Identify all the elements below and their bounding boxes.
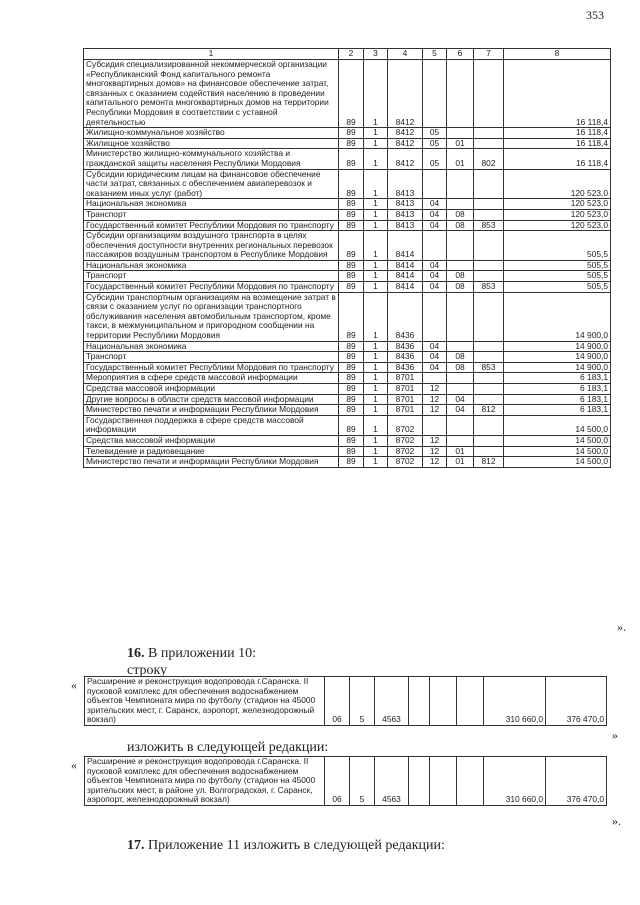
row-value: 12 [423,405,447,416]
row-value: 5 [350,677,375,726]
row-value: 12 [423,384,447,395]
row-value [447,199,474,210]
row-value: 1 [364,405,388,416]
row-value [474,352,504,363]
table-row [84,138,611,149]
row-value [423,231,447,261]
close-quote-2: ». [612,814,621,828]
row-value: 6 183,1 [504,384,611,395]
row-value: 14 500,0 [504,435,611,446]
row-value: 8701 [388,394,423,405]
row-value: 01 [447,446,474,457]
row-value [409,757,430,806]
row-name: Государственный комитет Республики Мордовия по транспорту [84,282,339,293]
row-value: 8414 [388,271,423,282]
section-16-line2: строку [127,663,168,678]
row-value [474,60,504,128]
row-value: 1 [364,138,388,149]
row-value [447,435,474,446]
row-value: 01 [447,149,474,169]
row-value: 89 [339,209,364,220]
table-row [84,435,611,446]
table-row [84,60,611,128]
row-value [474,209,504,220]
row-value: 89 [339,282,364,293]
row-value: 310 660,0 [484,757,546,806]
row-value: 04 [423,220,447,231]
row-value: 89 [339,60,364,128]
table-row [84,231,611,261]
table-row [84,282,611,293]
row-value [474,373,504,384]
section-number: 17. [127,838,145,853]
row-name: Национальная экономика [84,199,339,210]
row-value: 1 [364,220,388,231]
header-cell: 5 [423,49,447,60]
row-value: 04 [423,260,447,271]
row-value: 8412 [388,60,423,128]
row-value: 04 [423,362,447,373]
row-name: Государственный комитет Республики Мордовия по транспорту [84,362,339,373]
table-row [84,384,611,395]
row-value: 120 523,0 [504,169,611,199]
row-value: 89 [339,220,364,231]
row-value: 89 [339,405,364,416]
row-value: 376 470,0 [546,757,607,806]
table-row [84,373,611,384]
row-value: 505,5 [504,260,611,271]
table-row [84,394,611,405]
row-name: Средства массовой информации [84,384,339,395]
row-value [474,415,504,435]
section-17-heading [127,838,445,854]
row-value: 16 118,4 [504,128,611,139]
row-value: 08 [447,220,474,231]
row-value [409,677,430,726]
row-name: Другие вопросы в области средств массовой информации [84,394,339,405]
row-value: 6 183,1 [504,405,611,416]
row-value: 89 [339,394,364,405]
row-value [474,260,504,271]
row-value: 89 [339,231,364,261]
row-value: 1 [364,352,388,363]
row-value [457,677,484,726]
row-value: 01 [447,138,474,149]
row-value [474,199,504,210]
table-row [84,446,611,457]
row-value: 08 [447,271,474,282]
row-value [430,757,457,806]
table-row [84,260,611,271]
row-value [474,231,504,261]
row-value: 505,5 [504,282,611,293]
row-value: 05 [423,149,447,169]
table-row [84,220,611,231]
appendix-table [83,48,611,468]
row-value: 1 [364,373,388,384]
row-value: 1 [364,128,388,139]
row-value: 8701 [388,384,423,395]
row-name: Средства массовой информации [84,435,339,446]
row-value: 05 [423,138,447,149]
row-value: 89 [339,415,364,435]
row-value: 16 118,4 [504,60,611,128]
row-value: 8413 [388,199,423,210]
row-value: 8436 [388,352,423,363]
row-value: 89 [339,352,364,363]
row-value: 4563 [375,757,409,806]
row-value: 1 [364,384,388,395]
row-value: 310 660,0 [484,677,546,726]
row-value [430,677,457,726]
row-value: 1 [364,446,388,457]
row-value: 14 900,0 [504,352,611,363]
row-value: 6 183,1 [504,373,611,384]
row-value [447,260,474,271]
row-value: 8436 [388,292,423,341]
row-value: 14 500,0 [504,446,611,457]
row-value: 853 [474,282,504,293]
row-value: 8413 [388,209,423,220]
row-value: 12 [423,394,447,405]
header-cell: 1 [84,49,339,60]
row-name: Мероприятия в сфере средств массовой информации [84,373,339,384]
header-cell: 7 [474,49,504,60]
row-value: 12 [423,446,447,457]
row-value: 802 [474,149,504,169]
table-header-row [84,49,611,60]
row-name: Субсидии организациям воздушного транспорта в целях обеспечения доступности внутренних региональных перевозок пассажиров воздушным транспортом в Республике Мордовия [84,231,339,261]
row-value: 89 [339,199,364,210]
row-value: 120 523,0 [504,220,611,231]
row-value [457,757,484,806]
header-cell: 6 [447,49,474,60]
row-value: 1 [364,341,388,352]
row-value [447,341,474,352]
row-value [447,231,474,261]
row-value: 89 [339,260,364,271]
row-value [447,292,474,341]
row-name: Министерство жилищно-коммунального хозяйства и гражданской защиты населения Республики Мордовия [84,149,339,169]
row-value [447,128,474,139]
table-row [84,199,611,210]
table-row [84,149,611,169]
section-16-heading [127,646,256,662]
row-value [423,373,447,384]
row-value: 1 [364,209,388,220]
row-value: 04 [447,405,474,416]
section-number: 16. [127,646,145,661]
table-row [84,457,611,468]
table-row [84,271,611,282]
table-row [85,677,607,726]
section-title: Приложение 11 изложить в следующей редакции: [144,838,445,853]
row-value: 8436 [388,362,423,373]
row-value: 812 [474,405,504,416]
row-value: 89 [339,457,364,468]
row-value: 89 [339,373,364,384]
row-value: 08 [447,362,474,373]
row-value: 1 [364,415,388,435]
close-quote: » [612,728,618,742]
table-row [84,292,611,341]
row-value: 1 [364,457,388,468]
row-value [474,341,504,352]
row-value: 89 [339,384,364,395]
table-row [84,405,611,416]
row-value: 05 [423,128,447,139]
row-value: 1 [364,60,388,128]
page-number: 353 [586,8,604,22]
row-value: 8414 [388,260,423,271]
open-quote-2: « [71,758,77,772]
row-value [423,169,447,199]
row-value: 89 [339,446,364,457]
header-cell: 8 [504,49,611,60]
row-value: 12 [423,435,447,446]
row-value: 8412 [388,128,423,139]
table-row [84,169,611,199]
row-value: 04 [423,352,447,363]
row-value: 16 118,4 [504,149,611,169]
table-row [84,415,611,435]
row-value: 14 900,0 [504,292,611,341]
row-value [423,415,447,435]
row-value: 89 [339,169,364,199]
row-value: 8702 [388,446,423,457]
row-value: 8413 [388,169,423,199]
row-value: 8701 [388,405,423,416]
table-row [84,128,611,139]
table-row [84,352,611,363]
row-value [474,169,504,199]
row-value: 505,5 [504,231,611,261]
row-value: 1 [364,435,388,446]
table-row [85,757,607,806]
row-value: 14 500,0 [504,457,611,468]
table-row [84,209,611,220]
row-value [474,446,504,457]
section-title: В приложении 10: [144,646,257,661]
row-value [474,394,504,405]
row-value: 14 500,0 [504,415,611,435]
row-value: 89 [339,362,364,373]
row-value: 04 [447,394,474,405]
row-name: Жилищное хозяйство [84,138,339,149]
row-value: 505,5 [504,271,611,282]
row-value: 853 [474,220,504,231]
row-name: Расширение и реконструкция водопровода г.Саранска. II пусковой комплекс для обеспечения водоснабжением объектов Чемпионата мира по футболу (стадион на 45000 зрительских мест, г. Саранск, аэропорт, железнодорожный вокзал) [85,677,325,726]
replace-instruction: изложить в следующей редакции: [127,740,329,755]
row-value: 1 [364,394,388,405]
row-value: 89 [339,292,364,341]
row-value: 89 [339,128,364,139]
row-value: 1 [364,169,388,199]
row-name: Национальная экономика [84,341,339,352]
row-value: 1 [364,292,388,341]
row-name: Министерство печати и информации Республики Мордовия [84,405,339,416]
row-name: Жилищно-коммунальное хозяйство [84,128,339,139]
row-value [423,60,447,128]
row-value: 89 [339,149,364,169]
row-name: Государственный комитет Республики Мордовия по транспорту [84,220,339,231]
row-value: 8702 [388,457,423,468]
closing-quote: ». [617,620,626,634]
row-value: 89 [339,435,364,446]
row-value [447,169,474,199]
row-value: 89 [339,271,364,282]
row-value: 8412 [388,138,423,149]
row-name: Субсидии юридическим лицам на финансовое обеспечение части затрат, связанных с обеспечением авиаперевозок и оказанием иных услуг (работ) [84,169,339,199]
header-cell: 4 [388,49,423,60]
row-name: Национальная экономика [84,260,339,271]
row-value: 1 [364,149,388,169]
row-value [474,271,504,282]
row-value: 12 [423,457,447,468]
row-value [474,384,504,395]
row-value: 376 470,0 [546,677,607,726]
row-name: Транспорт [84,352,339,363]
row-value: 04 [423,209,447,220]
header-cell: 3 [364,49,388,60]
old-row-table [84,676,607,726]
table-row [84,341,611,352]
row-value: 4563 [375,677,409,726]
row-value: 08 [447,352,474,363]
row-value: 8436 [388,341,423,352]
row-name: Министерство печати и информации Республики Мордовия [84,457,339,468]
row-value [447,384,474,395]
row-value: 1 [364,199,388,210]
row-value [447,373,474,384]
row-value: 04 [423,282,447,293]
row-value: 120 523,0 [504,209,611,220]
row-name: Субсидии транспортным организациям на возмещение затрат в связи с оказанием услуг по организации транспортного обслуживания населения автомобильным транспортом, кроме такси, в межмуниципальном и пригородном сообщении на территории Республики Мордовия [84,292,339,341]
row-name: Расширение и реконструкция водопровода г.Саранска. II пусковой комплекс для обеспечения водоснабжением объектов Чемпионата мира по футболу (стадион на 45000 зрительских мест, в районе ул. Волгоградская, г. Саранск, аэропорт, железнодорожный вокзал) [85,757,325,806]
row-value: 06 [325,677,350,726]
row-value [447,415,474,435]
row-value [447,60,474,128]
row-value: 8702 [388,435,423,446]
row-value [474,435,504,446]
row-value: 8701 [388,373,423,384]
row-name: Государственная поддержка в сфере средств массовой информации [84,415,339,435]
header-cell: 2 [339,49,364,60]
row-value: 8414 [388,231,423,261]
row-value: 08 [447,282,474,293]
row-value: 5 [350,757,375,806]
row-value: 812 [474,457,504,468]
table-row [84,362,611,373]
row-value: 08 [447,209,474,220]
row-name: Субсидия специализированной некоммерческой организации «Республиканский Фонд капитального ремонта многоквартирных домов» на финансовое обеспечение затрат, связанных с оказанием содействия населению в проведении капитального ремонта многоквартирных домов на территории Республики Мордовия в соответствии с уставной деятельностью [84,60,339,128]
row-name: Транспорт [84,271,339,282]
new-row-table [84,756,607,806]
row-value [474,138,504,149]
row-value: 1 [364,231,388,261]
row-value: 14 900,0 [504,341,611,352]
row-value: 01 [447,457,474,468]
row-value: 1 [364,362,388,373]
row-value: 14 900,0 [504,362,611,373]
row-value [474,292,504,341]
open-quote: « [71,678,77,692]
row-name: Телевидение и радиовещание [84,446,339,457]
row-value: 04 [423,271,447,282]
row-value [423,292,447,341]
row-value: 89 [339,138,364,149]
row-value: 8702 [388,415,423,435]
row-value: 1 [364,260,388,271]
row-name: Транспорт [84,209,339,220]
row-value: 1 [364,271,388,282]
row-value: 853 [474,362,504,373]
row-value: 04 [423,341,447,352]
row-value: 89 [339,341,364,352]
row-value: 1 [364,282,388,293]
row-value: 8413 [388,220,423,231]
row-value: 16 118,4 [504,138,611,149]
row-value: 06 [325,757,350,806]
row-value [474,128,504,139]
row-value: 8412 [388,149,423,169]
row-value: 120 523,0 [504,199,611,210]
row-value: 8414 [388,282,423,293]
row-value: 6 183,1 [504,394,611,405]
row-value: 04 [423,199,447,210]
